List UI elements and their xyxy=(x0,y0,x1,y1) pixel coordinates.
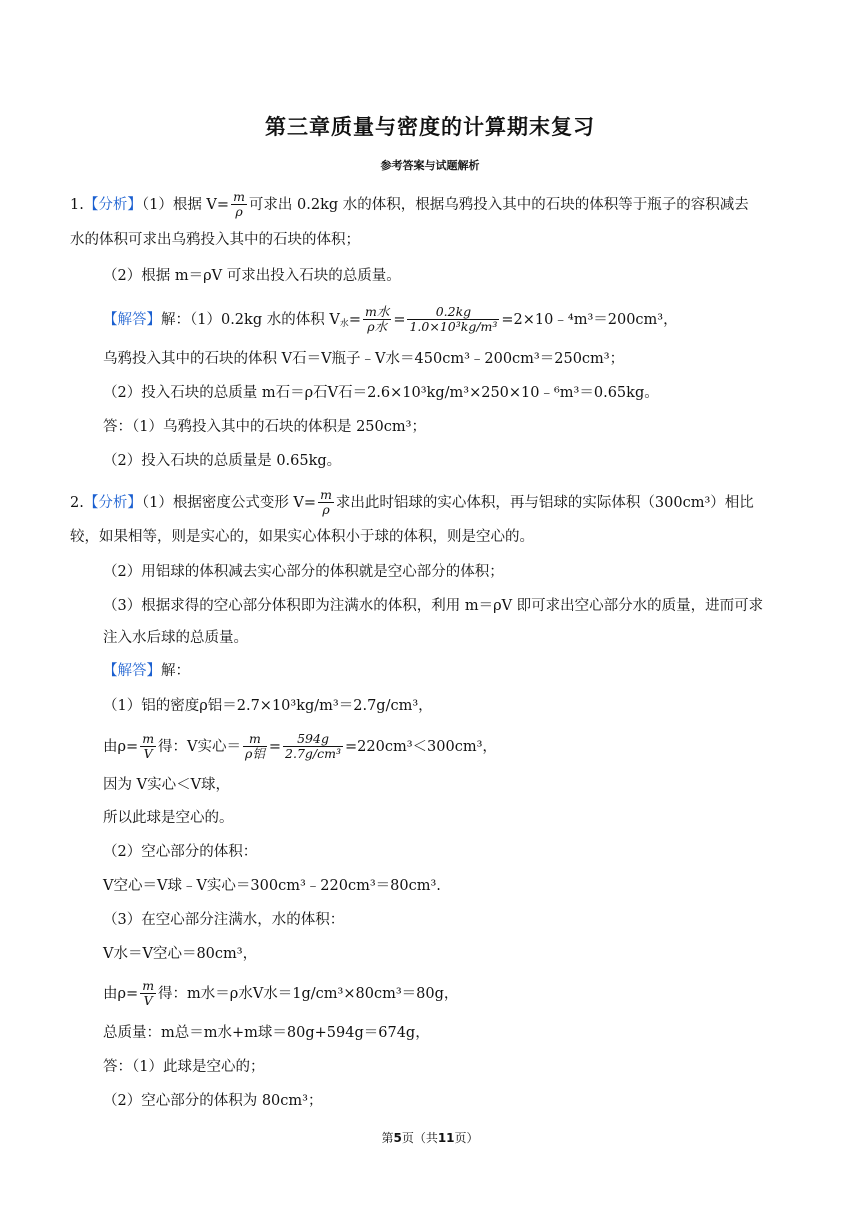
q2-answer-line-0: 【解答】解： xyxy=(103,663,190,679)
q2-fraction-values: $\frac{594g}{\text{2.7g/cm³}}$ xyxy=(285,731,342,762)
page-number: 5 xyxy=(393,1131,402,1145)
q2-answer-line-4: 所以此球是空心的。 xyxy=(103,810,234,826)
q2-analysis-line-1: 2.【分析】（1）根据密度公式变形 V= $\frac{m}{\rho}$ 求出此时铝球的实心体积，再与铝球的实际体积（300cm³）相比 xyxy=(70,487,754,518)
q1-answer-line-2: 乌鸦投入其中的石块的体积 V石＝V瓶子﹣V水＝450cm³﹣200cm³＝250cm³； xyxy=(103,351,625,367)
q2-analysis-line-5: 注入水后球的总质量。 xyxy=(103,630,248,646)
q2-analysis-line-4: （3）根据求得的空心部分体积即为注满水的体积，利用 m＝ρV 即可求出空心部分水的质量，进而可求 xyxy=(103,598,764,614)
q1-answer-line-4: 答：（1）乌鸦投入其中的石块的体积是 250cm³； xyxy=(103,419,426,435)
q2-answer-line-10: 总质量：m总＝m水+m球＝80g+594g＝674g， xyxy=(103,1025,430,1041)
page-footer: 第5页（共11页） xyxy=(381,1131,479,1145)
q2-answer-line-3: 因为 V实心＜V球， xyxy=(103,777,231,793)
q1-fraction-m-rho: $\frac{m}{\rho}$ xyxy=(233,189,245,220)
q1-fraction-mwater-rhowater: $\frac{\text{m水}}{\text{ρ水}}$ xyxy=(364,304,390,335)
q2-answer-line-7: （3）在空心部分注满水，水的体积： xyxy=(103,912,345,928)
q1-analysis-tag: 【分析】 xyxy=(83,196,142,213)
q1-answer-line-3: （2）投入石块的总质量 m石＝ρ石V石＝2.6×10³kg/m³×250×10﹣⁶m³＝0.65kg。 xyxy=(103,385,659,401)
q2-fraction-m-v-2: $\frac{m}{V}$ xyxy=(142,978,155,1009)
q2-number: 2. xyxy=(70,494,84,511)
q2-analysis-line-2: 较，如果相等，则是实心的，如果实心体积小于球的体积，则是空心的。 xyxy=(70,529,534,545)
q2-fraction-m-rhoal: $\frac{m}{\text{ρ铝}}$ xyxy=(245,731,265,762)
q1-answer-tag: 【解答】 xyxy=(103,311,161,328)
q2-answer-line-6: V空心＝V球﹣V实心＝300cm³﹣220cm³＝80cm³. xyxy=(103,878,441,894)
q2-answer-line-11: 答：（1）此球是空心的； xyxy=(103,1059,265,1075)
q2-answer-line-8: V水＝V空心＝80cm³， xyxy=(103,946,258,962)
q2-fraction-m-v: $\frac{m}{V}$ xyxy=(142,731,155,762)
page-title: 第三章质量与密度的计算期末复习 xyxy=(265,115,595,139)
q2-answer-line-2: 由ρ= $\frac{m}{V}$ 得：V实心＝ $\frac{m}{\text{ρ铝}}$ = $\frac{594g}{\text{2.7g/cm³}}$ =220cm³＜300cm³， xyxy=(103,731,497,762)
q2-answer-line-12: （2）空心部分的体积为 80cm³； xyxy=(103,1093,323,1109)
q1-answer-line-1: 【解答】解：（1）0.2kg 水的体积 $V_水=$ $\frac{\text{m水}}{\text{ρ水}}$ = $\frac{0.2kg}{\text{1.0×10³kg/m³}}$ =2×10﹣⁴m³＝200cm³， xyxy=(103,304,678,335)
q2-answer-tag: 【解答】 xyxy=(103,663,161,679)
q1-fraction-values: $\frac{0.2kg}{\text{1.0×10³kg/m³}}$ xyxy=(409,304,498,335)
q1-analysis-line-1: 1.【分析】（1）根据 V= $\frac{m}{\rho}$ 可求出 0.2kg 水的体积，根据乌鸦投入其中的石块的体积等于瓶子的容积减去 xyxy=(70,189,749,220)
page-total: 11 xyxy=(437,1131,455,1145)
q2-answer-line-5: （2）空心部分的体积： xyxy=(103,844,258,860)
q1-analysis-line-2: 水的体积可求出乌鸦投入其中的石块的体积； xyxy=(70,232,360,248)
q2-answer-line-9: 由ρ= $\frac{m}{V}$ 得：m水＝ρ水V水＝1g/cm³×80cm³＝80g， xyxy=(103,978,459,1009)
page-subtitle: 参考答案与试题解析 xyxy=(380,159,480,172)
q1-answer-line-5: （2）投入石块的总质量是 0.65kg。 xyxy=(103,453,342,469)
q1-number: 1. xyxy=(70,196,84,213)
q2-answer-line-1: （1）铝的密度ρ铝＝2.7×10³kg/m³＝2.7g/cm³， xyxy=(103,698,433,714)
q2-fraction-m-rho: $\frac{m}{\rho}$ xyxy=(320,487,332,518)
q1-analysis-line-3: （2）根据 m＝ρV 可求出投入石块的总质量。 xyxy=(103,268,401,284)
q2-analysis-tag: 【分析】 xyxy=(83,494,142,511)
q2-analysis-line-3: （2）用铝球的体积减去实心部分的体积就是空心部分的体积； xyxy=(103,564,504,580)
